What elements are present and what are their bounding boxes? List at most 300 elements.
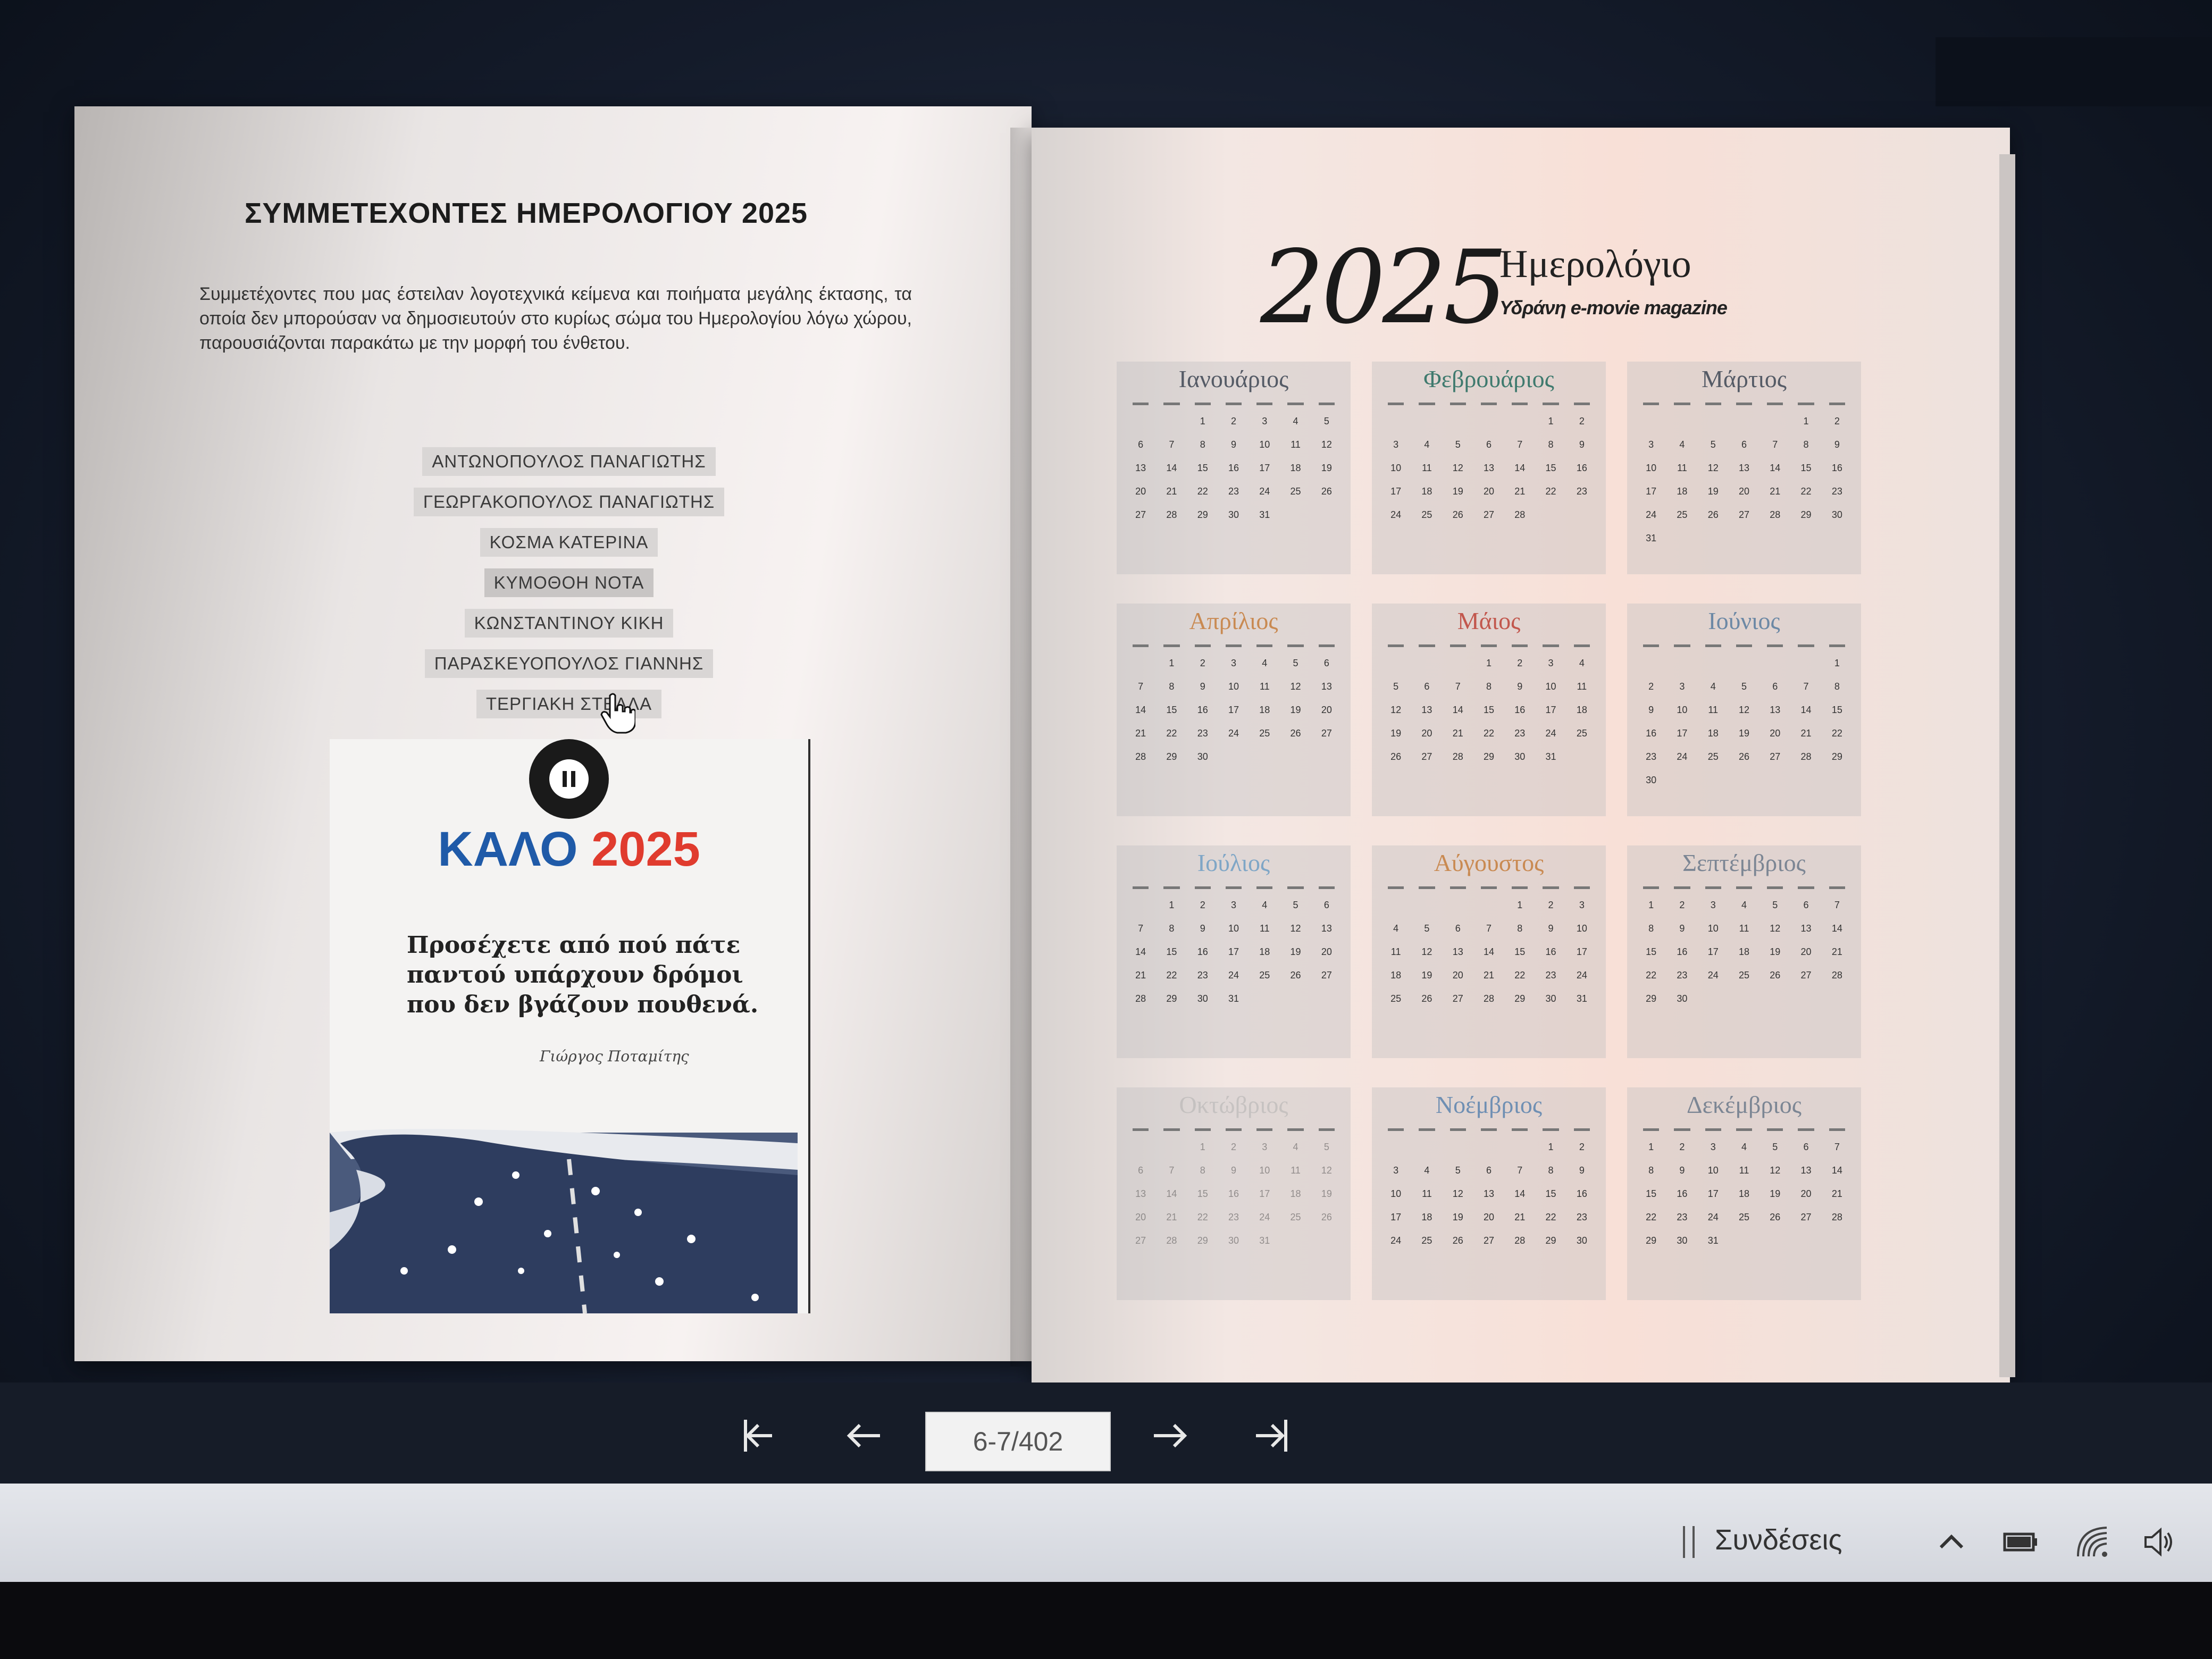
participants-intro: Συμμετέχοντες που μας έστειλαν λογοτεχνικά κείμενα και ποιήματα μεγάλης έκτασης, τα οποία δεν μπορούσαν να δημοσιευτούν στο κυρίως σώμα του Ημερολογίου λόγω χώρου, παρουσιάζονται παρακάτω με την μορφή του ένθετου. xyxy=(199,284,912,353)
weekday-label xyxy=(1163,1128,1179,1131)
day-cell: 6 xyxy=(1803,899,1809,910)
day-cell: 10 xyxy=(1707,1164,1719,1176)
day-cell: 11 xyxy=(1291,1164,1301,1176)
participant-name[interactable]: ΑΝΤΩΝΟΠΟΥΛΟΣ ΠΑΝΑΓΙΩΤΗΣ xyxy=(422,447,715,476)
top-right-bar xyxy=(1936,37,2212,106)
participant-name[interactable]: ΓΕΩΡΓΑΚΟΠΟΥΛΟΣ ΠΑΝΑΓΙΩΤΗΣ xyxy=(414,488,724,516)
weekday-label xyxy=(1674,1128,1690,1131)
month-name: Οκτώβριος xyxy=(1179,1091,1288,1118)
battery-button[interactable] xyxy=(1999,1521,2042,1563)
day-cell: 17 xyxy=(1228,946,1239,957)
day-cell: 30 xyxy=(1576,1235,1587,1246)
day-cell: 28 xyxy=(1135,993,1146,1004)
month-name: Νοέμβριος xyxy=(1435,1091,1543,1118)
day-cell: 30 xyxy=(1228,1235,1239,1246)
day-cell: 25 xyxy=(1390,993,1402,1004)
month-name: Ιανουάριος xyxy=(1178,365,1289,392)
day-cell: 1 xyxy=(1517,899,1523,910)
day-cell: 4 xyxy=(1741,899,1747,910)
day-cell: 25 xyxy=(1259,727,1270,739)
day-cell: 28 xyxy=(1452,751,1463,762)
day-cell: 18 xyxy=(1421,485,1432,497)
weekday-header xyxy=(1627,638,1861,653)
day-cell: 30 xyxy=(1197,751,1208,762)
day-cell: 29 xyxy=(1166,993,1177,1004)
day-cell: 27 xyxy=(1135,509,1146,520)
weekday-header xyxy=(1627,879,1861,895)
day-cell: 28 xyxy=(1135,751,1146,762)
day-cell: 29 xyxy=(1483,751,1494,762)
day-cell: 8 xyxy=(1486,681,1492,692)
day-cell: 6 xyxy=(1486,1164,1492,1176)
day-cell: 29 xyxy=(1197,1235,1208,1246)
day-cell: 26 xyxy=(1452,509,1463,520)
day-cell: 18 xyxy=(1707,727,1719,739)
connections-label[interactable]: Συνδέσεις xyxy=(1715,1524,1842,1556)
day-cell: 11 xyxy=(1422,462,1432,473)
weekday-label xyxy=(1643,1128,1659,1131)
day-cell: 7 xyxy=(1169,1164,1175,1176)
day-cell: 31 xyxy=(1545,751,1556,762)
day-cell: 12 xyxy=(1770,1164,1781,1176)
day-cell: 9 xyxy=(1200,681,1205,692)
network-button[interactable] xyxy=(2071,1521,2114,1563)
quote-line: παντού υπάρχουν δρόμοι xyxy=(407,961,743,988)
day-cell: 11 xyxy=(1677,462,1687,473)
day-cell: 2 xyxy=(1679,899,1685,910)
day-cell: 4 xyxy=(1424,439,1430,450)
last-page-button[interactable] xyxy=(1247,1412,1295,1460)
day-cell: 24 xyxy=(1390,509,1402,520)
day-cell: 21 xyxy=(1770,485,1781,497)
day-cell: 16 xyxy=(1197,946,1208,957)
day-cell: 24 xyxy=(1228,969,1239,981)
month-days xyxy=(1627,412,1861,548)
month-name: Ιούνιος xyxy=(1708,607,1780,634)
day-cell: 31 xyxy=(1646,532,1657,543)
day-cell: 9 xyxy=(1679,1164,1685,1176)
day-cell: 18 xyxy=(1259,704,1270,715)
weekday-label xyxy=(1674,644,1690,647)
day-cell: 7 xyxy=(1138,681,1144,692)
day-cell: 3 xyxy=(1710,899,1716,910)
month-calendar xyxy=(1117,845,1351,1058)
day-cell: 7 xyxy=(1455,681,1461,692)
day-cell: 20 xyxy=(1483,485,1494,497)
wifi-icon xyxy=(2074,1523,2111,1561)
prev-page-button[interactable] xyxy=(840,1412,888,1460)
day-cell: 29 xyxy=(1166,751,1177,762)
day-cell: 23 xyxy=(1576,1211,1587,1222)
day-cell: 16 xyxy=(1228,1188,1239,1199)
day-cell: 15 xyxy=(1831,704,1842,715)
participant-name[interactable]: ΚΟΣΜΑ ΚΑΤΕΡΙΝΑ xyxy=(480,528,658,557)
weekday-header xyxy=(1627,396,1861,412)
first-page-icon xyxy=(739,1414,782,1457)
day-cell: 7 xyxy=(1803,681,1809,692)
day-cell: 24 xyxy=(1707,969,1719,981)
day-cell: 24 xyxy=(1259,485,1270,497)
day-cell: 5 xyxy=(1710,439,1716,450)
calendar-months-grid xyxy=(1117,362,1872,1300)
weekday-label xyxy=(1574,886,1590,889)
day-cell: 26 xyxy=(1290,727,1301,739)
weekday-header xyxy=(1372,638,1606,653)
day-cell: 14 xyxy=(1135,704,1146,715)
day-cell: 26 xyxy=(1421,993,1432,1004)
month-name: Σεπτέμβριος xyxy=(1682,849,1806,876)
day-cell: 23 xyxy=(1228,1211,1239,1222)
day-cell: 8 xyxy=(1169,923,1175,934)
day-cell: 1 xyxy=(1200,415,1205,426)
day-cell: 1 xyxy=(1648,1141,1654,1152)
day-cell: 14 xyxy=(1800,704,1812,715)
month-days xyxy=(1117,412,1351,524)
day-cell: 10 xyxy=(1707,923,1719,934)
day-cell: 20 xyxy=(1738,485,1749,497)
snowy-road-image xyxy=(319,1111,798,1313)
day-cell: 26 xyxy=(1770,969,1781,981)
day-cell: 3 xyxy=(1393,439,1399,450)
day-cell: 28 xyxy=(1514,1235,1526,1246)
month-name: Αύγουστος xyxy=(1434,849,1544,876)
day-cell: 13 xyxy=(1135,1188,1146,1199)
day-cell: 30 xyxy=(1677,993,1688,1004)
day-cell: 17 xyxy=(1259,462,1270,473)
weekday-label xyxy=(1736,644,1752,647)
day-cell: 27 xyxy=(1800,969,1812,981)
weekday-label xyxy=(1226,1128,1242,1131)
month-calendar xyxy=(1117,604,1351,816)
weekday-label xyxy=(1543,886,1559,889)
left-page[interactable] xyxy=(74,106,1032,1361)
day-cell: 9 xyxy=(1230,1164,1236,1176)
participant-item[interactable] xyxy=(393,482,744,522)
day-cell: 23 xyxy=(1677,1211,1688,1222)
day-cell: 14 xyxy=(1514,462,1526,473)
day-cell: 22 xyxy=(1646,969,1657,981)
day-cell: 12 xyxy=(1321,1164,1332,1176)
day-cell: 21 xyxy=(1135,727,1146,739)
day-cell: 22 xyxy=(1831,727,1842,739)
day-cell: 11 xyxy=(1577,681,1587,692)
day-cell: 11 xyxy=(1739,1164,1749,1176)
day-cell: 28 xyxy=(1831,969,1842,981)
month-calendar xyxy=(1372,362,1606,574)
screen-bezel xyxy=(0,1582,2212,1659)
day-cell: 24 xyxy=(1390,1235,1402,1246)
day-cell: 23 xyxy=(1576,485,1587,497)
day-cell: 10 xyxy=(1228,923,1239,934)
day-cell: 11 xyxy=(1708,704,1719,715)
day-cell: 25 xyxy=(1738,1211,1749,1222)
weekday-label xyxy=(1450,644,1466,647)
calendar-year: 2025 xyxy=(1260,229,1505,346)
weekday-label xyxy=(1319,886,1335,889)
day-cell: 30 xyxy=(1228,509,1239,520)
day-cell: 17 xyxy=(1677,727,1688,739)
weekday-label xyxy=(1543,403,1559,405)
day-cell: 11 xyxy=(1390,946,1401,957)
day-cell: 4 xyxy=(1293,415,1298,426)
day-cell: 18 xyxy=(1421,1211,1432,1222)
weekday-label xyxy=(1798,886,1814,889)
day-cell: 13 xyxy=(1421,704,1432,715)
day-cell: 14 xyxy=(1514,1188,1526,1199)
day-cell: 10 xyxy=(1259,1164,1270,1176)
weekday-label xyxy=(1450,886,1466,889)
participant-item[interactable] xyxy=(393,684,744,724)
day-cell: 1 xyxy=(1169,899,1175,910)
day-cell: 15 xyxy=(1166,946,1177,957)
weekday-label xyxy=(1481,886,1497,889)
greeting-word: ΚΑΛΟ xyxy=(438,822,578,876)
day-cell: 11 xyxy=(1739,923,1749,934)
day-cell: 3 xyxy=(1710,1141,1716,1152)
day-cell: 29 xyxy=(1800,509,1812,520)
weekday-label xyxy=(1829,1128,1845,1131)
participant-name[interactable]: ΠΑΡΑΣΚΕΥΟΠΟΥΛΟΣ ΓΙΑΝΝΗΣ xyxy=(425,649,714,678)
month-calendar xyxy=(1117,362,1351,574)
weekday-label xyxy=(1736,886,1752,889)
participant-name[interactable]: ΚΥΜΟΘΟΗ ΝΟΤΑ xyxy=(484,568,654,597)
day-cell: 5 xyxy=(1323,415,1329,426)
participant-item[interactable] xyxy=(393,563,744,603)
day-cell: 21 xyxy=(1166,485,1177,497)
day-cell: 6 xyxy=(1138,1164,1144,1176)
weekday-label xyxy=(1543,644,1559,647)
day-cell: 19 xyxy=(1290,946,1301,957)
weekday-label xyxy=(1736,1128,1752,1131)
weekday-label xyxy=(1512,403,1528,405)
day-cell: 27 xyxy=(1321,727,1332,739)
day-cell: 23 xyxy=(1197,969,1208,981)
weekday-header xyxy=(1372,396,1606,412)
day-cell: 19 xyxy=(1452,485,1463,497)
day-cell: 28 xyxy=(1166,1235,1177,1246)
month-name: Απρίλιος xyxy=(1189,607,1278,634)
day-cell: 1 xyxy=(1834,657,1840,668)
day-cell: 10 xyxy=(1576,923,1587,934)
battery-icon xyxy=(2002,1529,2039,1555)
day-cell: 7 xyxy=(1169,439,1175,450)
day-cell: 18 xyxy=(1290,1188,1301,1199)
day-cell: 23 xyxy=(1677,969,1688,981)
day-cell: 2 xyxy=(1230,1141,1236,1152)
day-cell: 3 xyxy=(1230,899,1236,910)
day-cell: 5 xyxy=(1323,1141,1329,1152)
day-cell: 25 xyxy=(1290,1211,1301,1222)
day-cell: 17 xyxy=(1646,485,1657,497)
day-cell: 3 xyxy=(1548,657,1554,668)
day-cell: 27 xyxy=(1321,969,1332,981)
day-cell: 8 xyxy=(1169,681,1175,692)
day-cell: 6 xyxy=(1486,439,1492,450)
weekday-label xyxy=(1574,1128,1590,1131)
day-cell: 3 xyxy=(1262,1141,1268,1152)
day-cell: 20 xyxy=(1135,1211,1146,1222)
day-cell: 2 xyxy=(1834,415,1840,426)
day-cell: 19 xyxy=(1390,727,1402,739)
quote-author: Γιώργος Ποταμίτης xyxy=(540,1048,689,1065)
day-cell: 26 xyxy=(1452,1235,1463,1246)
day-cell: 3 xyxy=(1262,415,1268,426)
day-cell: 21 xyxy=(1452,727,1463,739)
day-cell: 8 xyxy=(1648,923,1654,934)
day-cell: 10 xyxy=(1646,462,1657,473)
day-cell: 25 xyxy=(1259,969,1270,981)
day-cell: 16 xyxy=(1228,462,1239,473)
participant-name[interactable]: ΚΩΝΣΤΑΝΤΙΝΟΥ ΚΙΚΗ xyxy=(465,609,674,638)
participant-name[interactable]: ΤΕΡΓΙΑΚΗ ΣΤΕΛΛΑ xyxy=(476,690,661,718)
day-cell: 31 xyxy=(1576,993,1587,1004)
day-cell: 22 xyxy=(1514,969,1526,981)
day-cell: 8 xyxy=(1200,1164,1205,1176)
day-cell: 22 xyxy=(1646,1211,1657,1222)
weekday-label xyxy=(1195,403,1211,405)
participant-item[interactable] xyxy=(393,441,744,482)
day-cell: 23 xyxy=(1646,751,1657,762)
day-cell: 6 xyxy=(1803,1141,1809,1152)
day-cell: 29 xyxy=(1514,993,1526,1004)
day-cell: 22 xyxy=(1545,1211,1556,1222)
windows-taskbar xyxy=(0,1484,2212,1582)
day-cell: 28 xyxy=(1483,993,1494,1004)
day-cell: 18 xyxy=(1677,485,1688,497)
day-cell: 26 xyxy=(1707,509,1719,520)
day-cell: 22 xyxy=(1166,727,1177,739)
day-cell: 9 xyxy=(1579,1164,1585,1176)
participant-item[interactable] xyxy=(393,643,744,684)
month-calendar xyxy=(1627,362,1861,574)
day-cell: 30 xyxy=(1677,1235,1688,1246)
day-cell: 7 xyxy=(1834,1141,1840,1152)
day-cell: 25 xyxy=(1421,1235,1432,1246)
page-indicator[interactable]: 6-7/402 xyxy=(925,1412,1111,1471)
new-year-poster xyxy=(330,739,810,1313)
weekday-label xyxy=(1829,886,1845,889)
day-cell: 16 xyxy=(1576,462,1587,473)
pause-icon xyxy=(549,759,589,799)
day-cell: 27 xyxy=(1452,993,1463,1004)
month-days xyxy=(1117,895,1351,1008)
show-hidden-icons-button[interactable] xyxy=(1930,1521,1973,1563)
weekday-label xyxy=(1419,644,1435,647)
weekday-label xyxy=(1481,1128,1497,1131)
weekday-label xyxy=(1419,403,1435,405)
day-cell: 24 xyxy=(1576,969,1587,981)
day-cell: 14 xyxy=(1831,923,1842,934)
volume-button[interactable] xyxy=(2138,1521,2180,1563)
day-cell: 20 xyxy=(1421,727,1432,739)
day-cell: 20 xyxy=(1452,969,1463,981)
first-page-button[interactable] xyxy=(736,1412,784,1460)
weekday-label xyxy=(1512,1128,1528,1131)
toolbar-separator xyxy=(1683,1526,1695,1558)
day-cell: 20 xyxy=(1321,946,1332,957)
month-days xyxy=(1627,1137,1861,1250)
day-cell: 17 xyxy=(1707,946,1719,957)
day-cell: 2 xyxy=(1648,681,1654,692)
day-cell: 10 xyxy=(1228,681,1239,692)
day-cell: 21 xyxy=(1514,485,1526,497)
day-cell: 4 xyxy=(1424,1164,1430,1176)
weekday-label xyxy=(1481,644,1497,647)
day-cell: 11 xyxy=(1259,923,1270,934)
day-cell: 6 xyxy=(1424,681,1430,692)
day-cell: 21 xyxy=(1831,1188,1842,1199)
weekday-label xyxy=(1450,403,1466,405)
day-cell: 27 xyxy=(1770,751,1781,762)
day-cell: 26 xyxy=(1738,751,1749,762)
participant-item[interactable] xyxy=(393,603,744,643)
weekday-label xyxy=(1163,403,1179,405)
day-cell: 16 xyxy=(1646,727,1657,739)
weekday-label xyxy=(1226,886,1242,889)
day-cell: 4 xyxy=(1579,657,1585,668)
day-cell: 5 xyxy=(1293,899,1298,910)
month-name: Μάρτιος xyxy=(1701,365,1787,392)
day-cell: 30 xyxy=(1831,509,1842,520)
day-cell: 14 xyxy=(1831,1164,1842,1176)
weekday-label xyxy=(1829,644,1845,647)
day-cell: 18 xyxy=(1290,462,1301,473)
day-cell: 16 xyxy=(1545,946,1556,957)
month-days xyxy=(1372,653,1606,766)
participant-item[interactable] xyxy=(393,522,744,563)
month-calendar xyxy=(1627,1087,1861,1300)
pause-button[interactable] xyxy=(529,739,609,819)
day-cell: 15 xyxy=(1166,704,1177,715)
calendar-heading: Ημερολόγιο xyxy=(1499,242,1691,286)
next-page-button[interactable] xyxy=(1146,1412,1194,1460)
day-cell: 18 xyxy=(1576,704,1587,715)
day-cell: 2 xyxy=(1200,657,1205,668)
day-cell: 20 xyxy=(1800,1188,1812,1199)
weekday-label xyxy=(1643,644,1659,647)
day-cell: 9 xyxy=(1679,923,1685,934)
weekday-label xyxy=(1736,403,1752,405)
day-cell: 14 xyxy=(1166,462,1177,473)
day-cell: 3 xyxy=(1679,681,1685,692)
day-cell: 13 xyxy=(1770,704,1781,715)
weekday-label xyxy=(1388,886,1404,889)
greeting-year: 2025 xyxy=(591,822,700,876)
day-cell: 27 xyxy=(1135,1235,1146,1246)
quote-line: που δεν βγάζουν πουθενά. xyxy=(407,991,759,1018)
day-cell: 5 xyxy=(1424,923,1430,934)
month-calendar xyxy=(1372,604,1606,816)
day-cell: 31 xyxy=(1259,1235,1270,1246)
day-cell: 4 xyxy=(1262,657,1268,668)
weekday-label xyxy=(1287,1128,1303,1131)
day-cell: 5 xyxy=(1393,681,1399,692)
weekday-header xyxy=(1117,638,1351,653)
day-cell: 1 xyxy=(1200,1141,1205,1152)
day-cell: 5 xyxy=(1455,439,1461,450)
month-name: Δεκέμβριος xyxy=(1686,1091,1802,1118)
day-cell: 10 xyxy=(1545,681,1556,692)
day-cell: 20 xyxy=(1483,1211,1494,1222)
weekday-label xyxy=(1798,1128,1814,1131)
day-cell: 23 xyxy=(1228,485,1239,497)
day-cell: 12 xyxy=(1452,1188,1463,1199)
month-calendar xyxy=(1372,845,1606,1058)
day-cell: 4 xyxy=(1293,1141,1298,1152)
right-page[interactable] xyxy=(1032,128,2010,1382)
day-cell: 15 xyxy=(1646,1188,1657,1199)
day-cell: 19 xyxy=(1452,1211,1463,1222)
